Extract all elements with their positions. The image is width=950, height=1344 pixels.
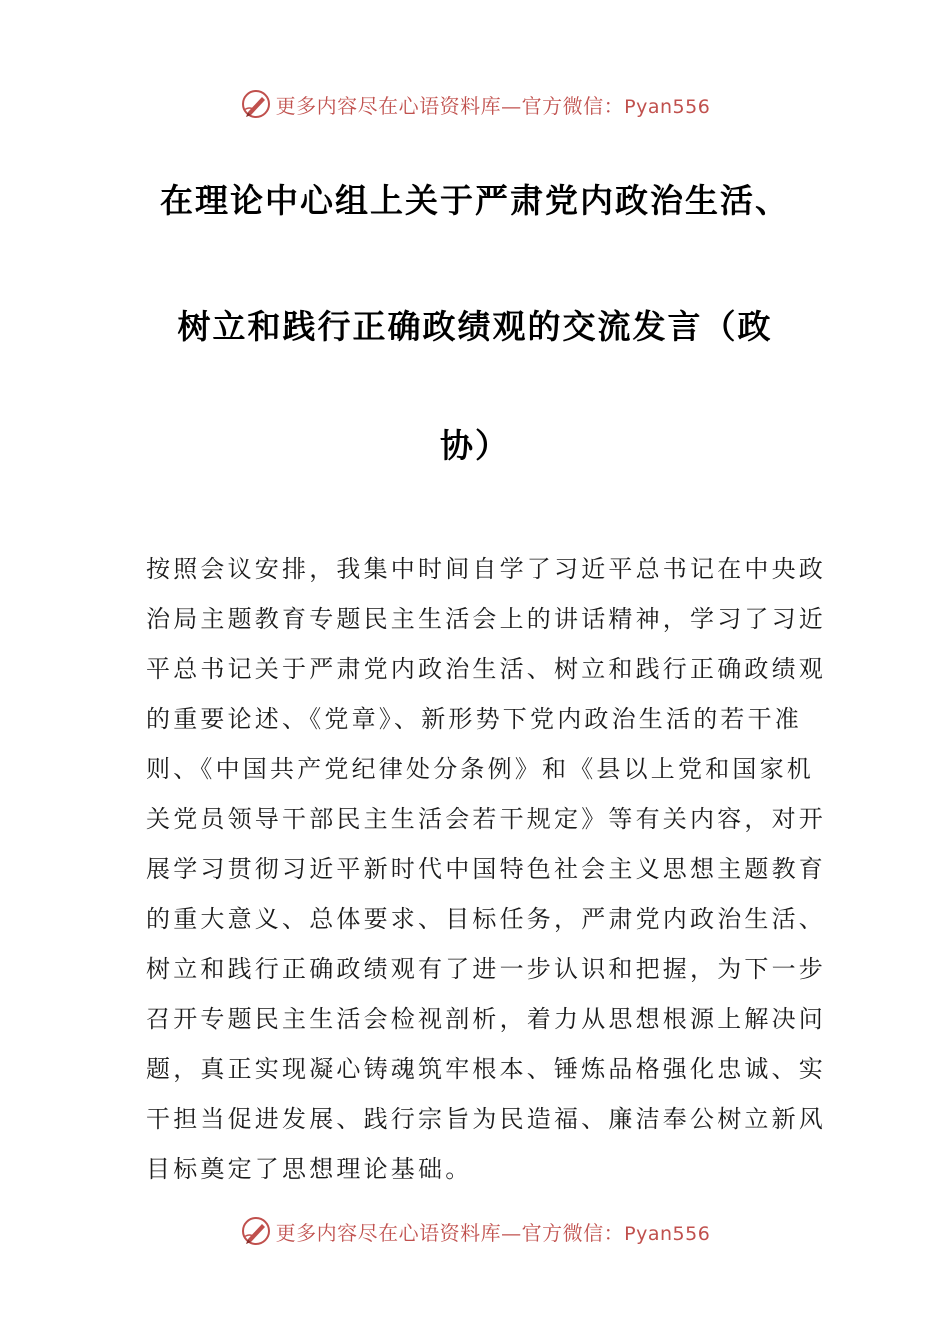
wechat-id: Pyan556 <box>624 95 711 118</box>
document-title-line-2: 树立和践行正确政绩观的交流发言（政 <box>177 307 773 346</box>
body-line: 的重大意义、总体要求、目标任务，严肃党内政治生活、 <box>146 905 826 933</box>
body-line: 的重要论述、《党章》、新形势下党内政治生活的若干准 <box>146 705 802 733</box>
body-line: 召开专题民主生活会检视剖析，着力从思想根源上解决问 <box>146 1005 826 1033</box>
body-line: 题，真正实现凝心铸魂筑牢根本、锤炼品格强化忠诚、实 <box>146 1055 826 1083</box>
wechat-id: Pyan556 <box>624 1222 711 1245</box>
document-title-line-1: 在理论中心组上关于严肃党内政治生活、 <box>160 181 790 220</box>
body-line: 目标奠定了思想理论基础。 <box>146 1155 473 1183</box>
header-watermark-banner <box>0 84 950 124</box>
body-line: 干担当促进发展、践行宗旨为民造福、廉洁奉公树立新风 <box>146 1105 826 1133</box>
body-line: 则、《中国共产党纪律处分条例》和《县以上党和国家机 <box>146 755 814 783</box>
footer-watermark-banner <box>0 1211 950 1251</box>
pen-logo-icon <box>240 1215 272 1247</box>
body-line: 治局主题教育专题民主生活会上的讲话精神，学习了习近 <box>146 605 826 633</box>
pen-logo-icon <box>240 88 272 120</box>
banner-text: 更多内容尽在心语资料库—官方微信：Pyan556 <box>275 1220 711 1245</box>
body-line: 树立和践行正确政绩观有了进一步认识和把握，为下一步 <box>146 955 826 983</box>
body-paragraph <box>146 551 826 1201</box>
body-line: 按照会议安排，我集中时间自学了习近平总书记在中央政 <box>146 555 826 583</box>
body-line: 关党员领导干部民主生活会若干规定》等有关内容，对开 <box>146 805 826 833</box>
banner-text: 更多内容尽在心语资料库—官方微信：Pyan556 <box>275 93 711 118</box>
body-line: 平总书记关于严肃党内政治生活、树立和践行正确政绩观 <box>146 655 826 683</box>
document-title-line-3: 协） <box>440 426 510 465</box>
body-line: 展学习贯彻习近平新时代中国特色社会主义思想主题教育 <box>146 855 826 883</box>
